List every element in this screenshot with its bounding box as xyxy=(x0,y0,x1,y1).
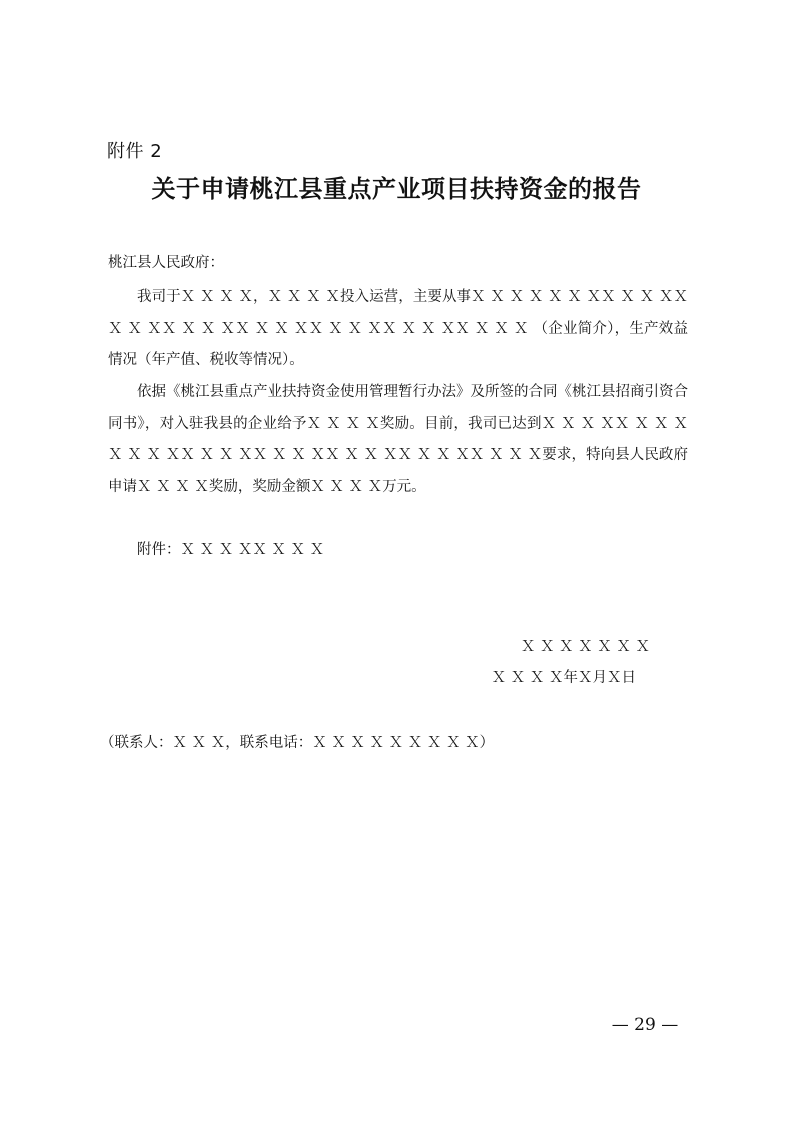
attachment-line: 附件：Ｘ Ｘ Ｘ ＸＸ Ｘ Ｘ Ｘ xyxy=(137,542,325,558)
attachment-label: 附件 2 xyxy=(107,141,163,162)
paragraph-company-intro: 我司于Ｘ Ｘ Ｘ Ｘ，Ｘ Ｘ Ｘ Ｘ投入运营，主要从事Ｘ Ｘ Ｘ Ｘ Ｘ Ｘ ＸＸ Ｘ Ｘ ＸＸ Ｘ Ｘ ＸＸ Ｘ Ｘ ＸＸ Ｘ Ｘ ＸＸ Ｘ Ｘ ＸＸ Ｘ Ｘ ＸＸ Ｘ Ｘ Ｘ （企业简介），生产效益情况（年产值、税收等情况）。 xyxy=(108,289,688,368)
paragraph-application: 依据《桃江县重点产业扶持资金使用管理暂行办法》及所签的合同《桃江县招商引资合同书》，对入驻我县的企业给予Ｘ Ｘ Ｘ Ｘ奖励。目前，我司已达到Ｘ Ｘ Ｘ ＸＸ Ｘ Ｘ ＸＸ Ｘ Ｘ ＸＸ Ｘ Ｘ ＸＸ Ｘ Ｘ ＸＸ Ｘ Ｘ ＸＸ Ｘ Ｘ ＸＸ Ｘ Ｘ Ｘ要求，特向县人民政府申请Ｘ Ｘ Ｘ Ｘ奖励，奖励金额Ｘ Ｘ Ｘ Ｘ万元。 xyxy=(108,384,688,495)
salutation: 桃江县人民政府： xyxy=(108,255,224,271)
document-title: 关于申请桃江县重点产业项目扶持资金的报告 xyxy=(151,175,642,203)
date: Ｘ Ｘ Ｘ Ｘ年Ｘ月Ｘ日 xyxy=(491,670,636,686)
signature: Ｘ Ｘ Ｘ Ｘ Ｘ Ｘ Ｘ xyxy=(520,639,650,655)
page-number: — 29 — xyxy=(611,1015,679,1035)
contact-info: （联系人：Ｘ Ｘ Ｘ，联系电话：Ｘ Ｘ Ｘ Ｘ Ｘ Ｘ Ｘ Ｘ Ｘ） xyxy=(100,735,495,751)
